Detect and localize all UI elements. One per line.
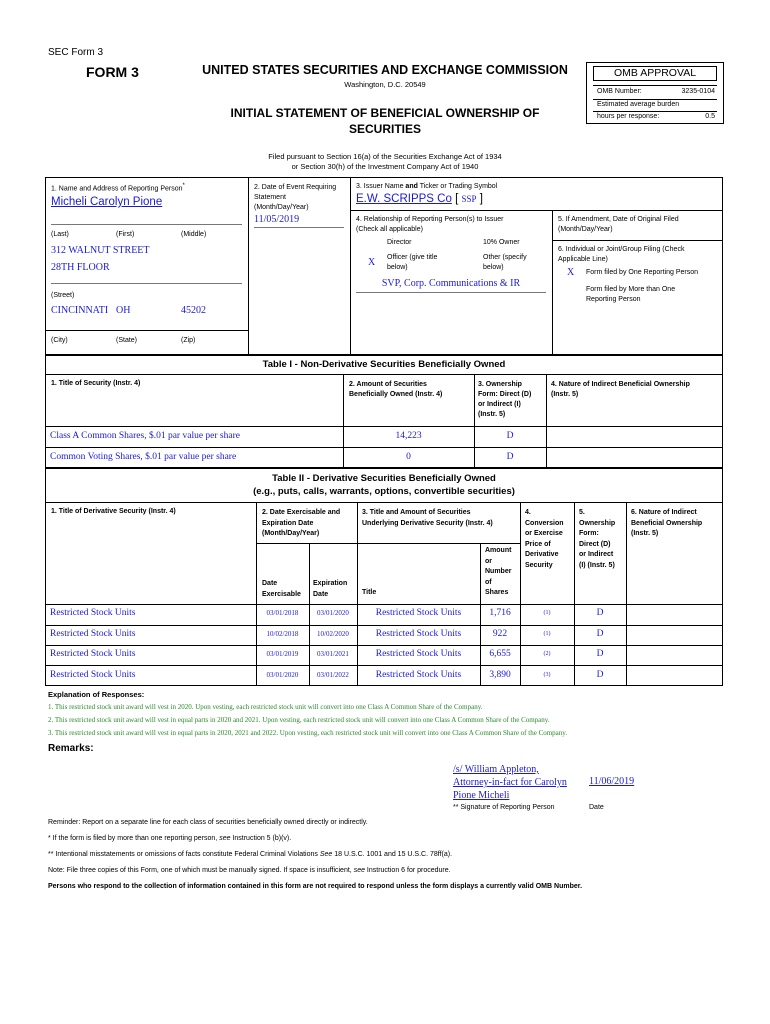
omb-number-label: OMB Number: bbox=[597, 88, 642, 95]
one-person-label: Form filed by One Reporting Person bbox=[586, 269, 699, 276]
t2-col-dates: 2. Date Exercisable and Expiration Date (Month/Day/Year) bbox=[262, 509, 341, 537]
t2-row4-title: Restricted Stock Units bbox=[50, 670, 136, 680]
t1-row2-amount: 0 bbox=[406, 452, 411, 462]
box5-label: 5. If Amendment, Date of Original Filed (Month/Day/Year) bbox=[558, 216, 679, 233]
signature-date: 11/06/2019 bbox=[589, 776, 635, 787]
explanation-label: Explanation of Responses: bbox=[48, 690, 145, 699]
t2-row1-price: (1) bbox=[543, 610, 551, 616]
zip-label: (Zip) bbox=[181, 337, 196, 344]
t2-col-title: 1. Title of Derivative Security (Instr. 4) bbox=[51, 508, 176, 515]
first-label: (First) bbox=[116, 231, 135, 238]
t2-col-underlying-title: Title bbox=[362, 589, 377, 596]
city-value: CINCINNATI bbox=[51, 305, 109, 316]
signature-line-2[interactable]: Attorney-in-fact for Carolyn bbox=[453, 777, 567, 788]
last-label: (Last) bbox=[51, 231, 69, 238]
t2-row4-amount: 3,890 bbox=[489, 670, 511, 680]
footnote-3: 3. This restricted stock unit award will vest in equal parts in 2020, 2021 and 2022. Upon vesting, each restricted stock unit will convert into one Class A Common Share of the Company. bbox=[48, 729, 568, 737]
t2-row3-amount: 6,655 bbox=[489, 649, 511, 659]
street-line-1: 312 WALNUT STREET bbox=[51, 245, 150, 256]
other-label: Other (specify below) bbox=[483, 254, 527, 271]
t1-row1-title: Class A Common Shares, $.01 par value per share bbox=[50, 431, 240, 441]
omb-hours-value: 0.5 bbox=[705, 113, 715, 120]
reminder-text: Reminder: Report on a separate line for each class of securities beneficially owned directly or indirectly. bbox=[48, 819, 368, 826]
t1-col-title: 1. Title of Security (Instr. 4) bbox=[51, 380, 141, 387]
t2-row1-exercisable: 03/01/2018 bbox=[266, 609, 299, 617]
t2-row3-underlying: Restricted Stock Units bbox=[375, 649, 462, 659]
t2-col-expiration: Expiration Date bbox=[313, 580, 348, 598]
t2-row4-price: (3) bbox=[543, 672, 551, 678]
t2-row2-amount: 922 bbox=[492, 629, 508, 639]
officer-label: Officer (give title below) bbox=[387, 254, 438, 271]
footnote-1: 1. This restricted stock unit award will vest in 2020. Upon vesting, each restricted stock unit will convert into one Class A Common Share of the Company. bbox=[48, 703, 483, 711]
omb-hours-label: hours per response: bbox=[597, 113, 660, 120]
signature bbox=[453, 763, 567, 802]
t1-row2-title: Common Voting Shares, $.01 par value per share bbox=[50, 452, 237, 462]
omb-approval-title: OMB APPROVAL bbox=[593, 66, 717, 81]
t2-row1-title: Restricted Stock Units bbox=[50, 608, 136, 618]
omb-number-value: 3235-0104 bbox=[681, 88, 715, 95]
t2-col-nature: 6. Nature of Indirect Beneficial Ownership (Instr. 5) bbox=[631, 509, 703, 537]
footnote-misstatements: ** Intentional misstatements or omissions of facts constitute Federal Criminal Violations See 18 U.S.C. 1001 and 15 U.S.C. 78ff(a). bbox=[48, 851, 453, 858]
t2-row2-exercisable: 10/02/2018 bbox=[266, 630, 299, 638]
t1-row1-form: D bbox=[506, 431, 514, 441]
ticker-symbol: SSP bbox=[461, 194, 477, 204]
state-label: (State) bbox=[116, 337, 138, 344]
t2-row2-form: D bbox=[596, 629, 604, 639]
officer-title: SVP, Corp. Communications & IR bbox=[381, 278, 521, 289]
statement-title-1: INITIAL STATEMENT OF BENEFICIAL OWNERSHIP OF bbox=[230, 106, 540, 120]
middle-label: (Middle) bbox=[181, 231, 207, 238]
t2-row2-title: Restricted Stock Units bbox=[50, 629, 136, 639]
footnote-multiple-persons: * If the form is filed by more than one reporting person, see Instruction 5 (b)(v). bbox=[48, 835, 292, 842]
box2-label: 2. Date of Event Requiring Statement (Month/Day/Year) bbox=[254, 184, 337, 211]
box6-label: 6. Individual or Joint/Group Filing (Check Applicable Line) bbox=[558, 246, 685, 263]
issuer-line: E.W. SCRIPPS Co [ SSP ] bbox=[356, 193, 483, 205]
director-label: Director bbox=[387, 239, 412, 246]
street-line-2: 28TH FLOOR bbox=[51, 262, 110, 273]
issuer-name-link[interactable]: E.W. SCRIPPS Co bbox=[356, 193, 452, 205]
t2-row1-expiration: 03/01/2020 bbox=[317, 609, 349, 617]
filed-pursuant-2: or Section 30(h) of the Investment Company Act of 1940 bbox=[291, 162, 479, 171]
reporting-person-name[interactable]: Micheli Carolyn Pione bbox=[51, 196, 163, 208]
state-value: OH bbox=[116, 305, 131, 316]
agency-city: Washington, D.C. 20549 bbox=[344, 80, 426, 89]
signature-label: ** Signature of Reporting Person bbox=[453, 804, 555, 811]
t2-row3-expiration: 03/01/2021 bbox=[317, 650, 349, 658]
omb-notice: Persons who respond to the collection of information contained in this form are not required to respond unless the form displays a currently valid OMB Number. bbox=[48, 883, 583, 890]
t2-row4-form: D bbox=[596, 670, 604, 680]
t2-row3-exercisable: 03/01/2019 bbox=[266, 650, 299, 658]
city-label: (City) bbox=[51, 337, 68, 344]
box1-label: 1. Name and Address of Reporting Person* bbox=[51, 183, 185, 193]
box4-label: 4. Relationship of Reporting Person(s) to Issuer (Check all applicable) bbox=[356, 216, 504, 233]
t2-col-exercisable: Date Exercisable bbox=[262, 580, 301, 598]
t2-col-underlying: 3. Title and Amount of Securities Underlying Derivative Security (Instr. 4) bbox=[362, 509, 493, 527]
t2-col-ownership: 5. Ownership Form: Direct (D) or Indirect (I) (Instr. 5) bbox=[579, 509, 616, 569]
filed-pursuant-1: Filed pursuant to Section 16(a) of the Securities Exchange Act of 1934 bbox=[268, 152, 502, 161]
footnote-copies: Note: File three copies of this Form, one of which must be manually signed. If space is insufficient, see Instruction 6 for procedure. bbox=[48, 867, 451, 874]
table-2-title-2: (e.g., puts, calls, warrants, options, convertible securities) bbox=[253, 486, 515, 497]
table-1-title: Table I - Non-Derivative Securities Beneficially Owned bbox=[262, 359, 506, 370]
t2-row1-amount: 1,716 bbox=[489, 608, 511, 618]
t2-row3-title: Restricted Stock Units bbox=[50, 649, 136, 659]
omb-approval-box bbox=[586, 62, 724, 124]
event-date: 11/05/2019 bbox=[254, 214, 300, 225]
sec-form-label: SEC Form 3 bbox=[48, 47, 104, 58]
t2-col-shares: Amount or Number of Shares bbox=[485, 547, 512, 596]
t2-row2-underlying: Restricted Stock Units bbox=[375, 629, 462, 639]
agency-title: UNITED STATES SECURITIES AND EXCHANGE COMMISSION bbox=[202, 63, 568, 77]
remarks-label: Remarks: bbox=[48, 743, 94, 754]
table-2-title-1: Table II - Derivative Securities Beneficially Owned bbox=[272, 473, 496, 484]
more-persons-label: Form filed by More than One Reporting Person bbox=[586, 286, 676, 303]
t2-row1-underlying: Restricted Stock Units bbox=[375, 608, 462, 618]
t1-row1-amount: 14,223 bbox=[395, 431, 422, 441]
t2-row4-exercisable: 03/01/2020 bbox=[266, 671, 299, 679]
t1-col-ownership: 3. Ownership Form: Direct (D) or Indirect (I) (Instr. 5) bbox=[478, 381, 532, 418]
t1-row2-form: D bbox=[506, 452, 514, 462]
t2-row2-price: (1) bbox=[543, 631, 551, 637]
t2-row4-expiration: 03/01/2022 bbox=[317, 671, 349, 679]
statement-title-2: SECURITIES bbox=[348, 122, 421, 136]
t2-col-conversion: 4. Conversion or Exercise Price of Derivative Security bbox=[525, 509, 564, 569]
zip-value: 45202 bbox=[181, 305, 206, 316]
one-person-check-mark[interactable]: X bbox=[567, 267, 575, 278]
date-label: Date bbox=[589, 804, 604, 811]
t2-row1-form: D bbox=[596, 608, 604, 618]
t1-col-amount: 2. Amount of Securities Beneficially Owned (Instr. 4) bbox=[349, 381, 443, 398]
street-label: (Street) bbox=[51, 292, 75, 299]
t2-row4-underlying: Restricted Stock Units bbox=[375, 670, 462, 680]
t1-col-nature: 4. Nature of Indirect Beneficial Ownership (Instr. 5) bbox=[551, 381, 690, 398]
signature-line-1[interactable]: /s/ William Appleton, bbox=[453, 764, 539, 775]
t2-row3-form: D bbox=[596, 649, 604, 659]
footnote-2: 2. This restricted stock unit award will vest in equal parts in 2020 and 2021. Upon vesting, each restricted stock unit will convert into one Class A Common Share of the Company. bbox=[48, 716, 550, 724]
signature-line-3[interactable]: Pione Micheli bbox=[453, 790, 510, 801]
t2-row2-expiration: 10/02/2020 bbox=[317, 630, 349, 638]
omb-burden-label: Estimated average burden bbox=[597, 101, 680, 108]
officer-check-mark[interactable]: X bbox=[368, 257, 376, 268]
box3-label: 3. Issuer Name and Ticker or Trading Symbol bbox=[356, 183, 498, 190]
t2-row3-price: (2) bbox=[543, 651, 551, 657]
ten-pct-owner-label: 10% Owner bbox=[483, 239, 520, 246]
form-title: FORM 3 bbox=[86, 64, 139, 80]
